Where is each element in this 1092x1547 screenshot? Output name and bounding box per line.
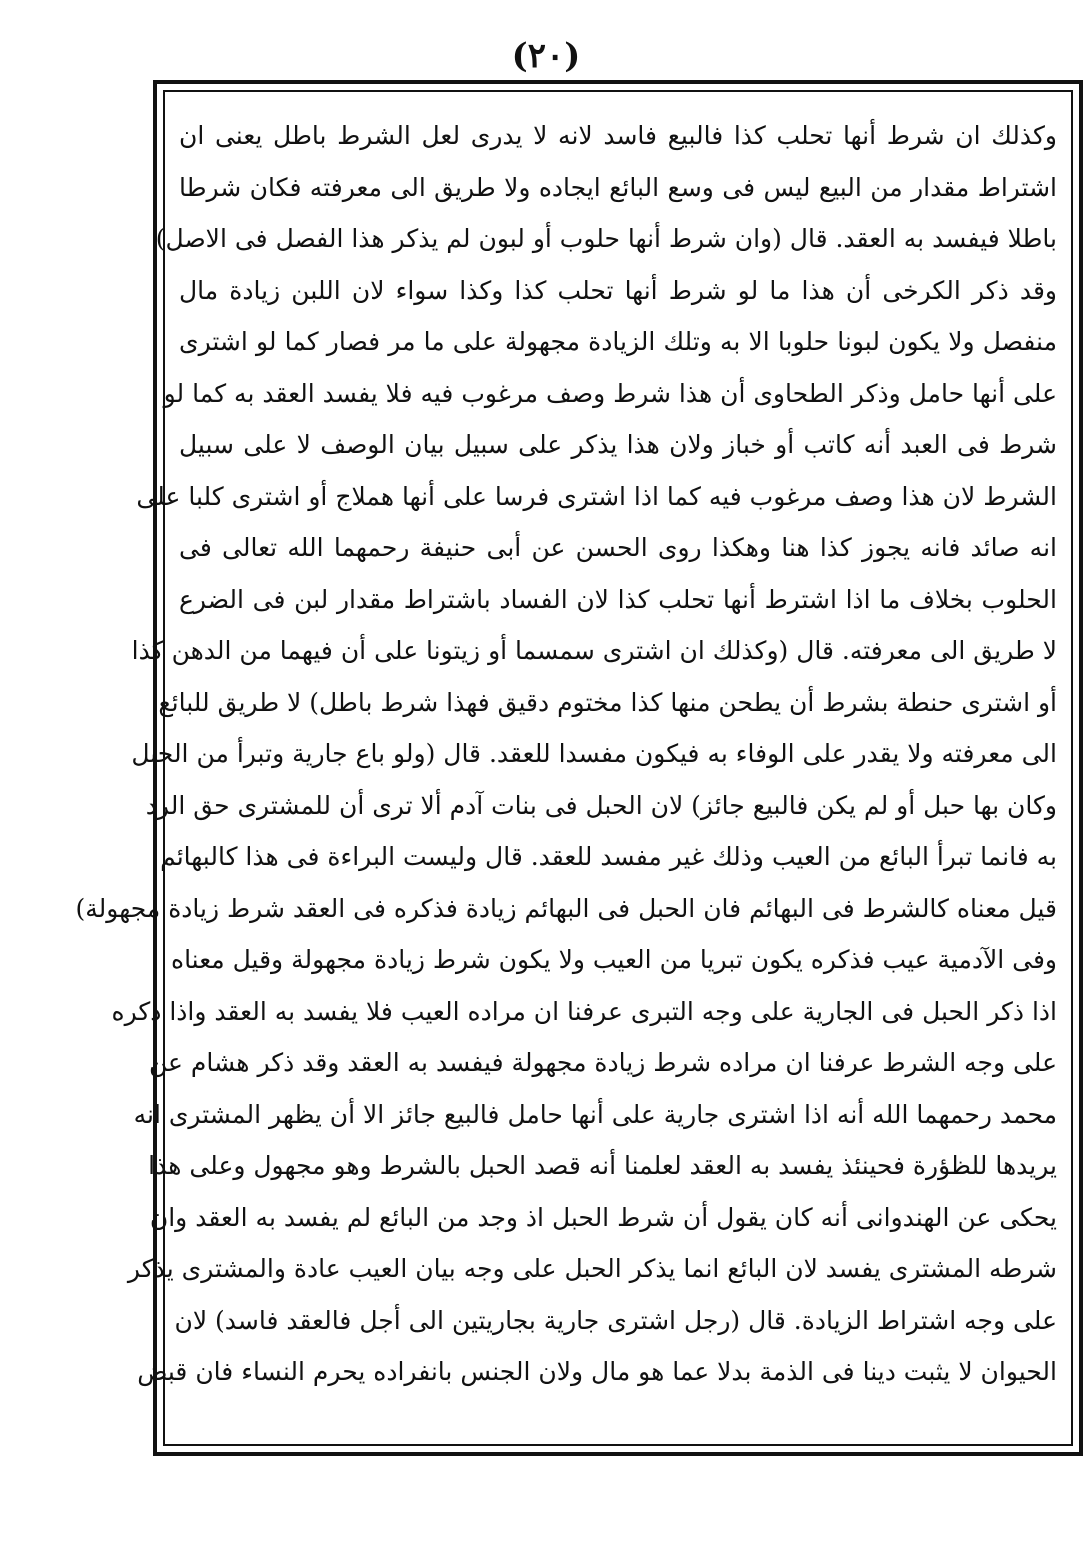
text-line: قيل معناه كالشرط فى البهائم فان الحبل فى البهائم زيادة فذكره فى العقد شرط زيادة مجهولة) [75,893,1057,923]
text-line: الشرط لان هذا وصف مرغوب فيه كما اذا اشترى فرسا على أنها هملاج أو اشترى كلبا على [136,481,1057,511]
page-number: (٢٠) [511,36,581,76]
text-line: يريدها للظؤرة فحينئذ يفسد به العقد لعلمنا أنه قصد الحبل بالشرط وهو مجهول وعلى هذا [148,1151,1057,1180]
text-line: لا طريق الى معرفته. قال (وكذلك ان اشترى سمسما أو زيتونا على أن فيهما من الدهن كذا [131,636,1057,665]
text-line: الى معرفته ولا يقدر على الوفاء به فيكون مفسدا للعقد. قال (ولو باع جارية وتبرأ من الحبل [131,739,1057,768]
page-border [75,80,1083,1456]
text-line: اشتراط مقدار من البيع ليس فى وسع البائع ايجاده ولا طريق الى معرفته فكان شرطا [179,172,1057,202]
text-line: باطلا فيفسد به العقد. قال (وان شرط أنها حلوب أو لبون لم يذكر هذا الفصل فى الاصل) [155,224,1057,253]
text-line: أو اشترى حنطة بشرط أن يطحن منها كذا مختوم دقيق فهذا شرط باطل) لا طريق للبائع [158,687,1057,717]
text-line: اذا ذكر الحبل فى الجارية على وجه التبرى عرفنا ان مراده العيب فلا يفسد به العقد واذا ذكره [111,996,1057,1026]
text-line: شرطه المشترى يفسد لان البائع انما يذكر الحبل على وجه بيان العيب عادة والمشترى يذكر [127,1254,1057,1283]
text-line: شرط فى العبد أنه كاتب أو خباز ولان هذا يذكر على سبيل بيان الوصف لا على سبيل [179,430,1057,459]
text-line: الحلوب بخلاف ما اذا اشترط أنها تحلب كذا لان الفساد باشتراط مقدار لبن فى الضرع [179,584,1057,614]
body-text [75,110,1057,1398]
page-inner-border [75,90,1073,1446]
text-line: وقد ذكر الكرخى أن هذا ما لو شرط أنها تحلب كذا وكذا سواء لان اللبن زيادة مال [179,275,1057,305]
text-line: وفى الآدمية عيب فذكره يكون تبريا من العيب ولا يكون شرط زيادة مجهولة وقيل معناه [170,945,1057,974]
text-line: على وجه اشتراط الزيادة. قال (رجل اشترى جارية بجاريتين الى أجل فالعقد فاسد) لان [174,1305,1057,1335]
text-line: الحيوان لا يثبت دينا فى الذمة بدلا عما هو مال ولان الجنس بانفراده يحرم النساء فان قبض [137,1357,1057,1386]
text-line: وكان بها حبل أو لم يكن فالبيع جائز) لان الحبل فى بنات آدم ألا ترى أن للمشترى حق الرد [145,790,1057,820]
text-line: يحكى عن الهندوانى أنه كان يقول أن شرط الحبل اذ وجد من البائع لم يفسد به العقد وان [149,1202,1057,1232]
text-line: منفصل ولا يكون لبونا حلوبا الا به وتلك الزيادة مجهولة على ما مر فصار كما لو اشترى [179,327,1057,356]
text-line: محمد رحمهما الله أنه اذا اشترى جارية على أنها حامل فالبيع جائز الا أن يظهر المشترى انه [133,1099,1057,1129]
text-line: به فانما تبرأ البائع من العيب وذلك غير مفسد للعقد. قال وليست البراءة فى هذا كالبهائم [160,842,1057,871]
text-line: على وجه الشرط عرفنا ان مراده شرط زيادة مجهولة فيفسد به العقد وقد ذكر هشام عن [149,1048,1057,1077]
text-line: وكذلك ان شرط أنها تحلب كذا فالبيع فاسد لانه لا يدرى لعل الشرط باطل يعنى ان [179,121,1057,150]
text-line: انه صائد فانه يجوز كذا هنا وهكذا روى الحسن عن أبى حنيفة رحمهما الله تعالى فى [179,533,1057,562]
text-line: على أنها حامل وذكر الطحاوى أن هذا شرط وصف مرغوب فيه فلا يفسد العقد به كما لو [163,378,1057,408]
